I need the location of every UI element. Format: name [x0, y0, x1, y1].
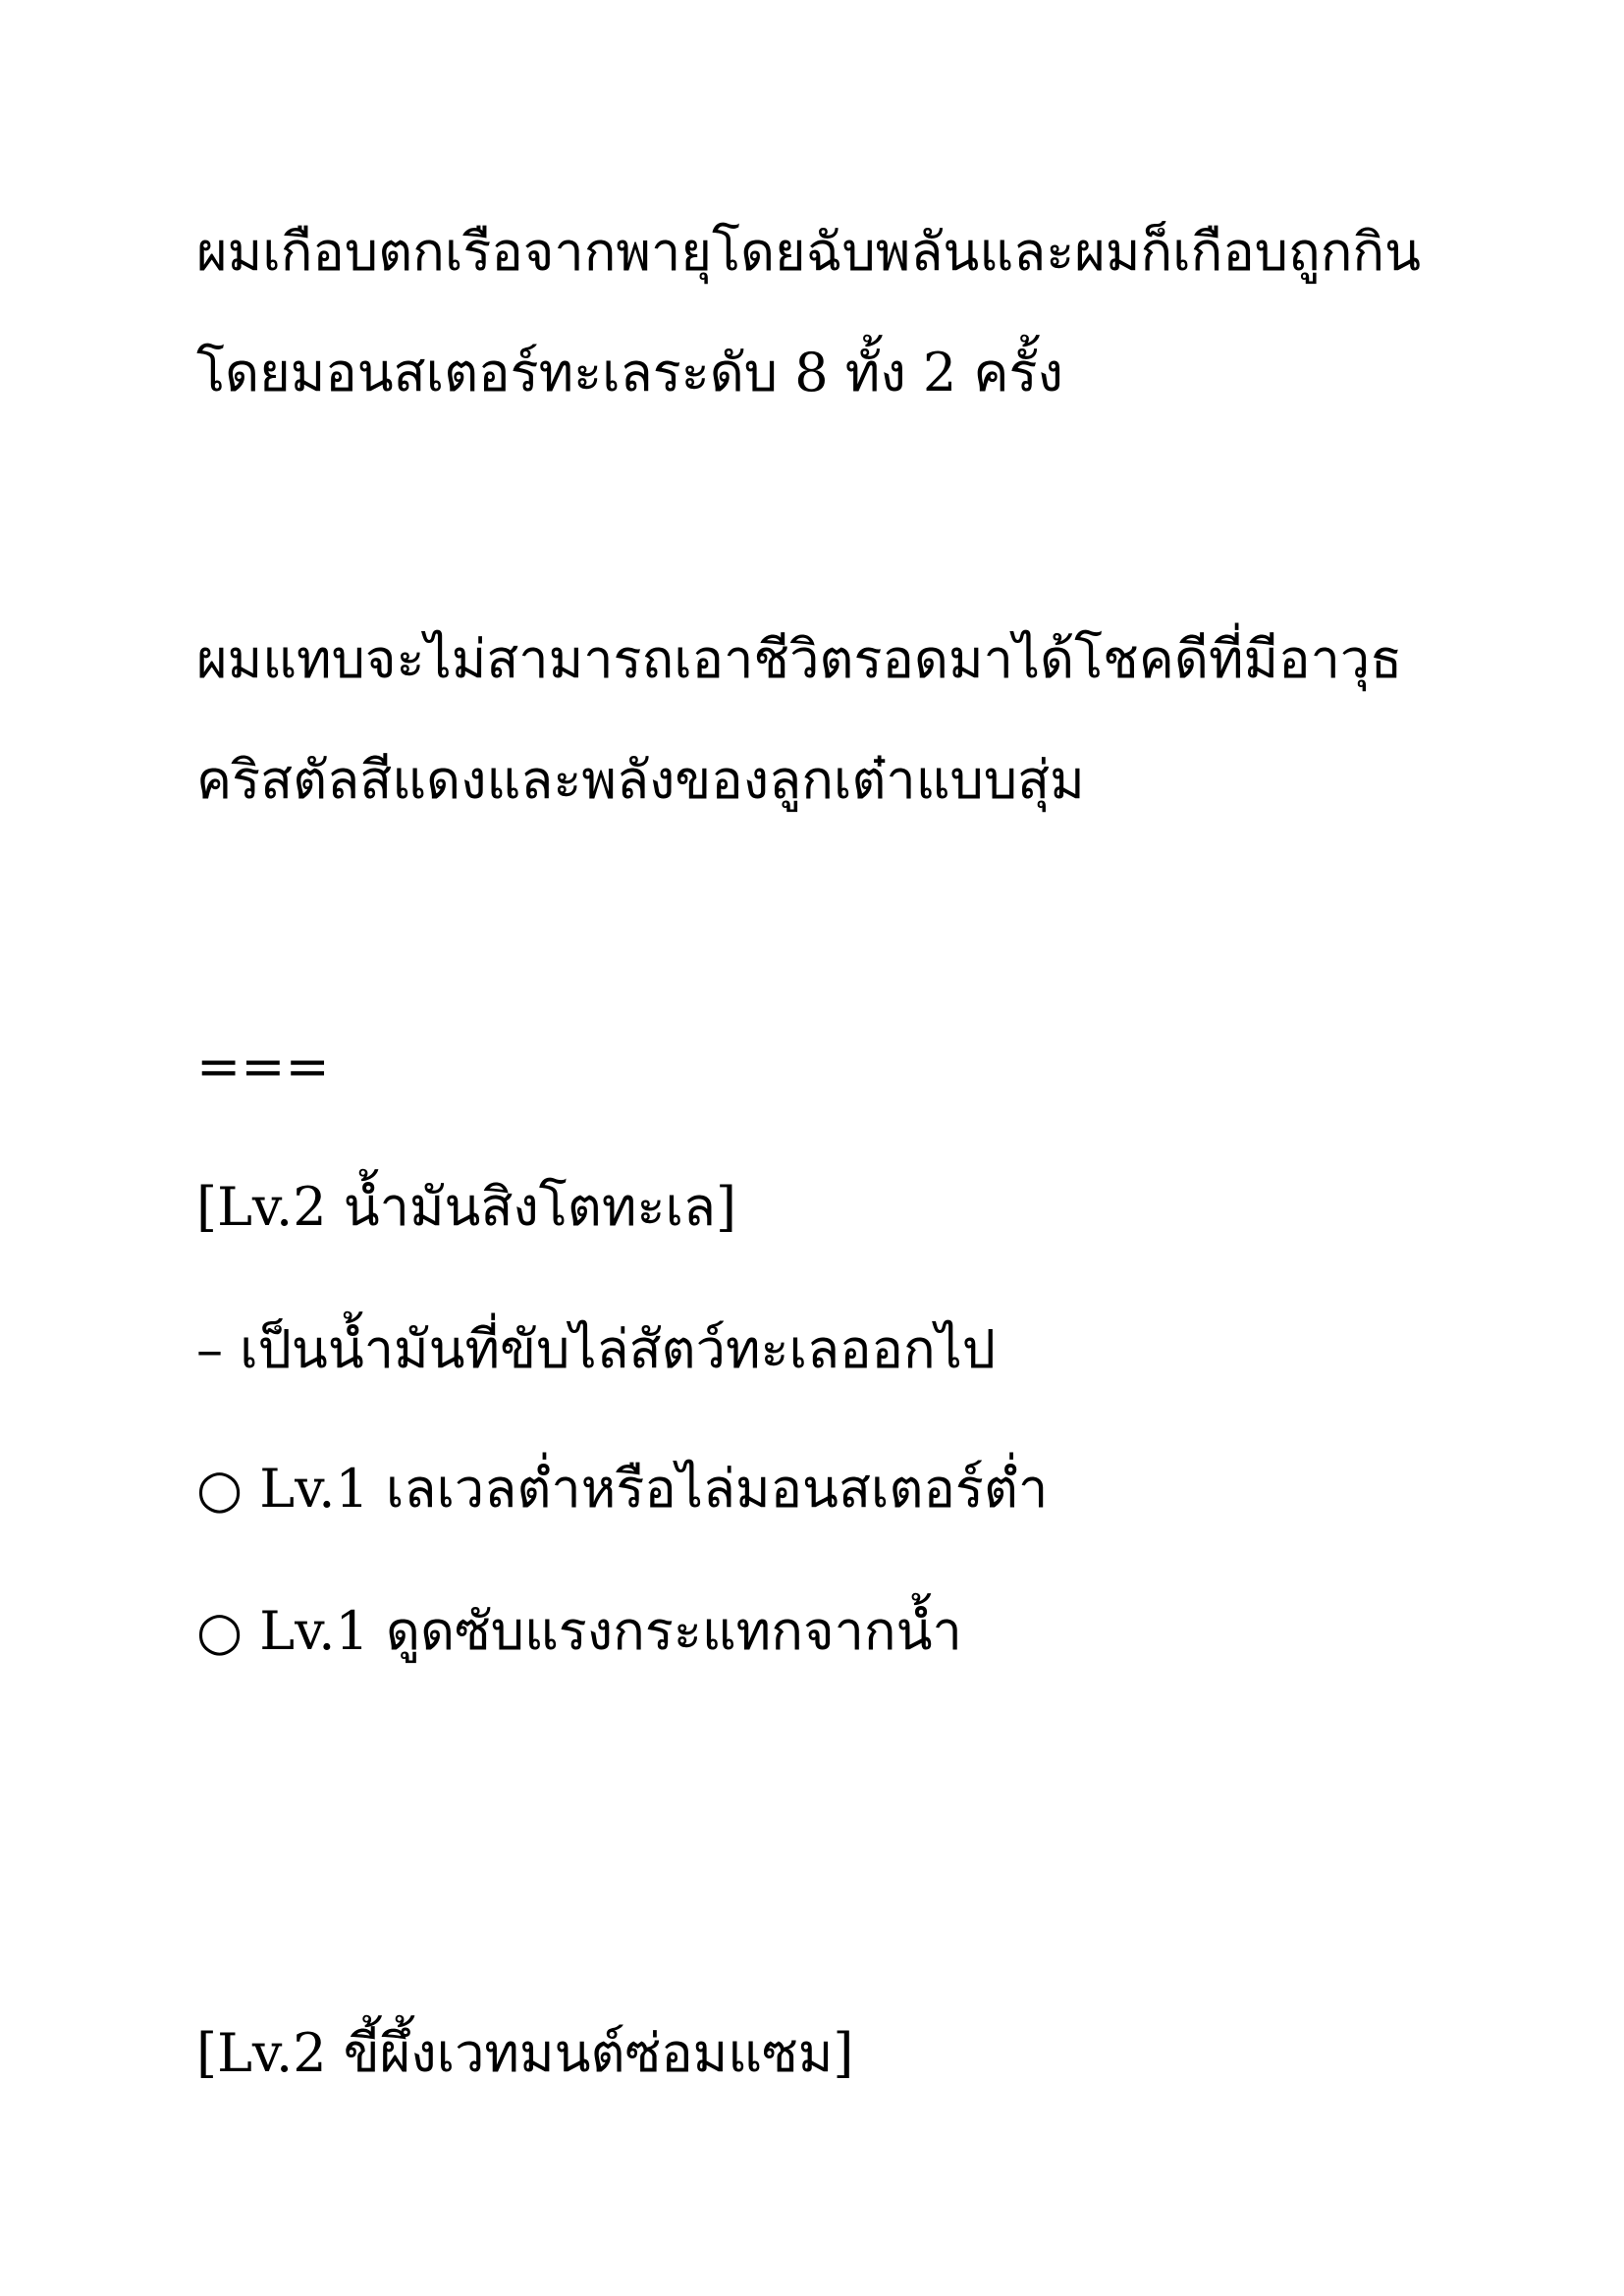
- skill-2-title: [Lv.2 ขี้ผึ้งเวทมนต์ซ่อมแซม]: [196, 2022, 854, 2084]
- skill-1-description: – เป็นน้ำมันที่ขับไล่สัตว์ทะเลออกไป: [196, 1318, 997, 1380]
- paragraph-2-line-1: ผมแทบจะไม่สามารถเอาชีวิตรอดมาได้โชคดีที่มีอาวุธ: [196, 628, 1403, 690]
- skill-1-effect-1: ○ Lv.1 เลเวลต่ำหรือไล่มอนสเตอร์ต่ำ: [196, 1458, 1049, 1520]
- paragraph-2-line-2: คริสตัลสีแดงและพลังของลูกเต๋าแบบสุ่ม: [196, 749, 1085, 811]
- skill-1-effect-2: ○ Lv.1 ดูดซับแรงกระแทกจากน้ำ: [196, 1600, 962, 1662]
- section-separator: ===: [196, 1036, 330, 1097]
- paragraph-1-line-2: โดยมอนสเตอร์ทะเลระดับ 8 ทั้ง 2 ครั้ง: [196, 342, 1063, 403]
- skill-1-title: [Lv.2 น้ำมันสิงโตทะเล]: [196, 1176, 737, 1238]
- paragraph-1-line-1: ผมเกือบตกเรือจากพายุโดยฉับพลันและผมก็เกือบถูกกิน: [196, 221, 1422, 283]
